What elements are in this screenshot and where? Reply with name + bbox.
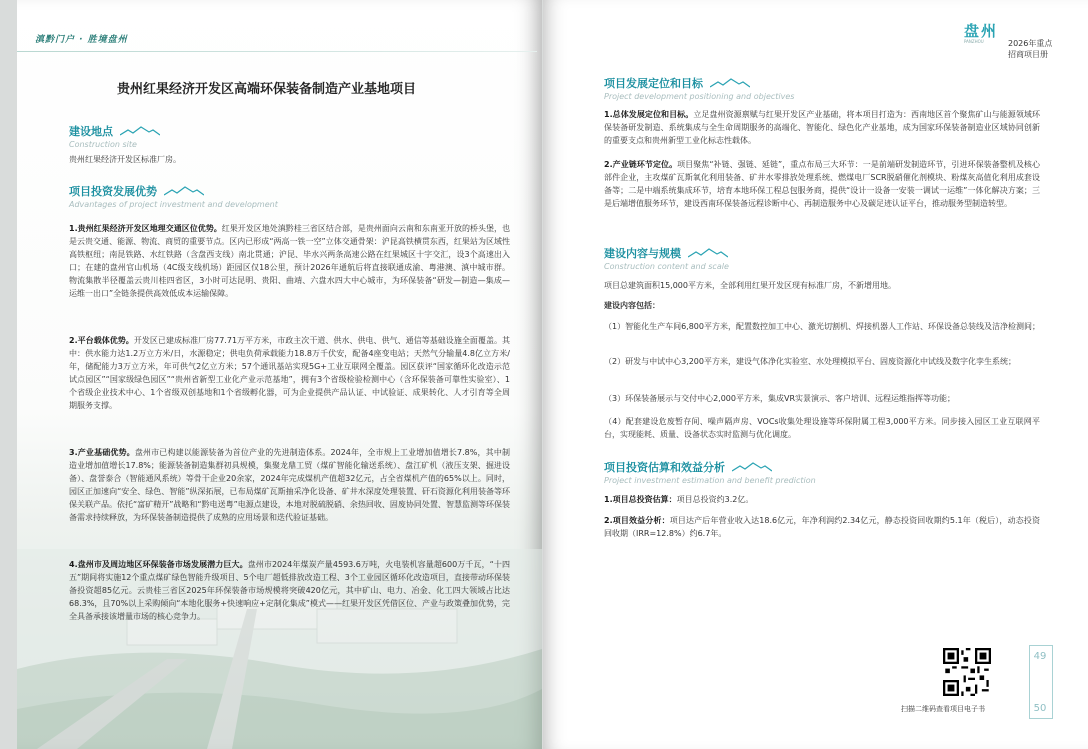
paragraph-lead: 2.平台载体优势。 (69, 336, 134, 345)
mountain-icon (120, 126, 160, 136)
construction-intro: 项目总建筑面积15,000平方米，全部利用红果开发区现有标准厂房，不新增用地。 (604, 281, 896, 290)
construction-item: （3）环保装备展示与交付中心2,000平方米，集成VR实景演示、客户培训、远程运维指挥等功能； (604, 394, 956, 403)
paragraph-lead: 2.项目效益分析： (604, 516, 670, 525)
page-title: 贵州红果经济开发区高端环保装备制造产业基地项目 (117, 82, 417, 97)
qr-caption: 扫描二维码查看项目电子书 (901, 705, 985, 713)
advantage-paragraph (69, 558, 510, 623)
section-header-positioning (604, 72, 794, 101)
construction-item: （4）配套建设危废暂存间、噪声隔声房、VOCs收集处理设施等环保附属工程3,000平方米。同步接入园区工业互联网平台，实现能耗、质量、设备状态实时监测与优化调度。 (604, 417, 1040, 439)
paragraph-text: 红果开发区地处滇黔桂三省区结合部，是贵州面向云南和东南亚开放的桥头堡，也是云贵交通、能源、物流、商贸的重要节点。区内已形成“两高一铁一空”立体交通骨架：沪昆高铁横贯东西，红果站为区域性高铁枢纽；南昆铁路、水红铁路（含盘西支线）南北贯通；沪昆、毕水兴两条高速公路在红果城区十字交汇，设3个高速出入口；在建的盘州官山机场（4C级支线机场）距园区仅18公里，预计2026年通航后将直接联通成渝、粤港澳、滇中城市群。物流集散半径覆盖云贵川桂四省区，3小时可达昆明、贵阳、曲靖、六盘水四大中心城市，为环保装备“研发—制造—集成—运维一出口”全链条提供高效低成本运输保障。 (69, 224, 510, 298)
right-page (543, 0, 1088, 749)
section-header-site (69, 120, 160, 149)
section-header-construction (604, 242, 729, 271)
advantage-paragraph (69, 334, 510, 412)
paragraph-text: 项目达产后年营业收入达18.6亿元，年净利润约2.34亿元，静态投资回收期约5.1年（税后），动态投资回收期（IRR=12.8%）约6.7年。 (604, 516, 1040, 538)
construction-list-title: 建设内容包括： (604, 301, 660, 310)
logo-subtext: PANZHOU (964, 39, 984, 44)
advantage-paragraph (69, 222, 510, 300)
paragraph-lead: 3.产业基础优势。 (69, 448, 135, 457)
advantage-paragraph (69, 446, 510, 524)
section-title: 项目发展定位和目标 (604, 77, 703, 90)
construction-item: （2）研发与中试中心3,200平方米，建设气体净化实验室、水处理模拟平台、固废资源化中试线及数字化孪生系统； (604, 357, 1016, 366)
logo-mark: 盘州 (964, 22, 999, 40)
section-subtitle: Project development positioning and objectives (604, 92, 795, 101)
section-subtitle: Project investment estimation and benefit prediction (604, 476, 816, 485)
mountain-icon (164, 186, 204, 196)
positioning-paragraph (604, 108, 1040, 147)
logo-book-title: 招商项目册 (1008, 50, 1048, 59)
page-number-left: 49 (1033, 651, 1047, 662)
construction-item: （1）智能化生产车间6,800平方米，配置数控加工中心、激光切割机、焊接机器人工作站、环保设备总装线及洁净检测间； (604, 322, 1040, 331)
paragraph-lead: 2.产业链环节定位。 (604, 160, 678, 169)
slogan: 滇黔门户 · 胜境盘州 (35, 35, 128, 45)
paragraph-lead: 1.贵州红果经济开发区地理交通区位优势。 (69, 224, 222, 233)
paragraph-lead: 1.总体发展定位和目标。 (604, 110, 694, 119)
mountain-icon (710, 78, 750, 88)
section-title: 建设内容与规模 (604, 247, 681, 260)
paragraph-text: 立足盘州资源禀赋与红果开发区产业基础，将本项目打造为：西南地区首个聚焦矿山与能源领域环保装备研发制造、系统集成与全生命周期服务的高端化、智能化、绿色化产业基地，成为国家环保装备制造业区域协同创新的重要支点和贵州新型工业化标志性载体。 (604, 110, 1040, 145)
section-subtitle: Construction site (69, 140, 137, 149)
paragraph-text: 盘州市2024年煤炭产量4593.6万吨，火电装机容量超600万千瓦，“十四五”期间将实施12个重点煤矿绿色智能升级项目、5个电厂超低排放改造工程、3个工业园区循环化改造项目，直接带动环保装备投资超85亿元。云贵桂三省区2025年环保装备市场规模将突破420亿元，其中矿山、电力、冶金、化工四大领域占比达68.3%，且70%以上采购倾向“本地化服务+快速响应+定制化集成”模式——红果开发区凭借区位、产业与政策叠加优势，完全具备承接该增量市场的核心竞争力。 (69, 560, 510, 621)
positioning-paragraph (604, 158, 1040, 210)
mountain-icon (732, 462, 772, 472)
section-title: 项目投资估算和效益分析 (604, 461, 725, 474)
section-subtitle: Construction content and scale (604, 262, 729, 271)
paragraph-text: 项目聚焦“补链、强链、延链”，重点布局三大环节：一是前端研发制造环节，引进环保装备整机及核心部件企业，主攻煤矿瓦斯氧化利用装备、矿井水零排放处理系统、燃煤电厂SCR脱硝催化剂模块、粉煤灰高值化利用成套设备等；二是中端系统集成环节，培育本地环保工程总包服务商，提供“设计一设备一安装一调试一运维”一体化解决方案；三是后端增值服务环节，建设西南环保装备远程诊断中心、再制造服务中心及碳足迹认证平台，推动服务型制造转型。 (604, 160, 1040, 208)
investment-paragraph (604, 514, 1040, 540)
paragraph-text: 项目总投资约3.2亿。 (676, 495, 754, 504)
left-page (17, 0, 542, 749)
header-divider (17, 51, 537, 52)
mountain-icon (688, 248, 728, 258)
section-title: 项目投资发展优势 (69, 185, 157, 198)
qr-code-icon[interactable] (943, 648, 991, 696)
logo-year: 2026年重点 (1008, 39, 1053, 48)
section-header-advantages (69, 180, 278, 209)
site-text: 贵州红果经济开发区标准厂房。 (69, 155, 181, 164)
investment-paragraph (604, 493, 1040, 506)
panzhou-logo (964, 20, 1054, 64)
section-subtitle: Advantages of project investment and development (69, 200, 278, 209)
page-number-right: 50 (1033, 703, 1047, 714)
section-header-investment (604, 456, 816, 485)
paragraph-text: 开发区已建成标准厂房77.71万平方米，市政主次干道、供水、供电、供气、通信等基础设施全面覆盖。其中：供水能力达1.2万立方米/日，水源稳定；供电负荷承载能力18.8万千伏安，配备4座变电站；天然气分输量4.8亿立方米/年，储配能力3万立方米，年可供气2亿立方米；57个通讯基站实现5G+工业互联网全覆盖。园区获评“国家循环化改造示范试点园区”“国家级绿色园区”“贵州省新型工业化产业示范基地”，拥有3个省级检验检测中心（含环保装备可靠性实验室）、1个省级企业技术中心、1个省级双创基地和1个省级孵化器，可为企业提供产品认证、中试验证、成果转化、人才引育等全周期服务支撑。 (69, 336, 510, 410)
paragraph-lead: 1.项目总投资估算： (604, 495, 677, 504)
section-title: 建设地点 (69, 125, 113, 138)
paragraph-text: 盘州市已构建以能源装备为首位产业的先进制造体系。2024年，全市规上工业增加值增长7.8%，其中制造业增加值增长17.8%；能源装备制造集群初具规模，集聚龙鼎工贸（煤矿智能化输送系统）、盘江矿机（液压支架、掘进设备）、盘誉泰合（智能通风系统）等骨干企业20余家，2024年完成煤机产值超32亿元，占全省煤机产值的65%以上。同时，园区正加速向“安全、绿色、智能”纵深拓展，已布局煤矿瓦斯抽采净化设备、矿井水深度处理装置、矸石资源化利用装备等环保关联产品。依托“富矿精开”战略和“黔电送粤”电源点建设，本地对脱硫脱硝、余热回收、固废协同处置、智慧监测等环保装备需求持续释放，为环保装备制造提供了成熟的应用场景和迭代验证基础。 (69, 448, 510, 522)
paragraph-lead: 4.盘州市及周边地区环保装备市场发展潜力巨大。 (69, 560, 248, 569)
